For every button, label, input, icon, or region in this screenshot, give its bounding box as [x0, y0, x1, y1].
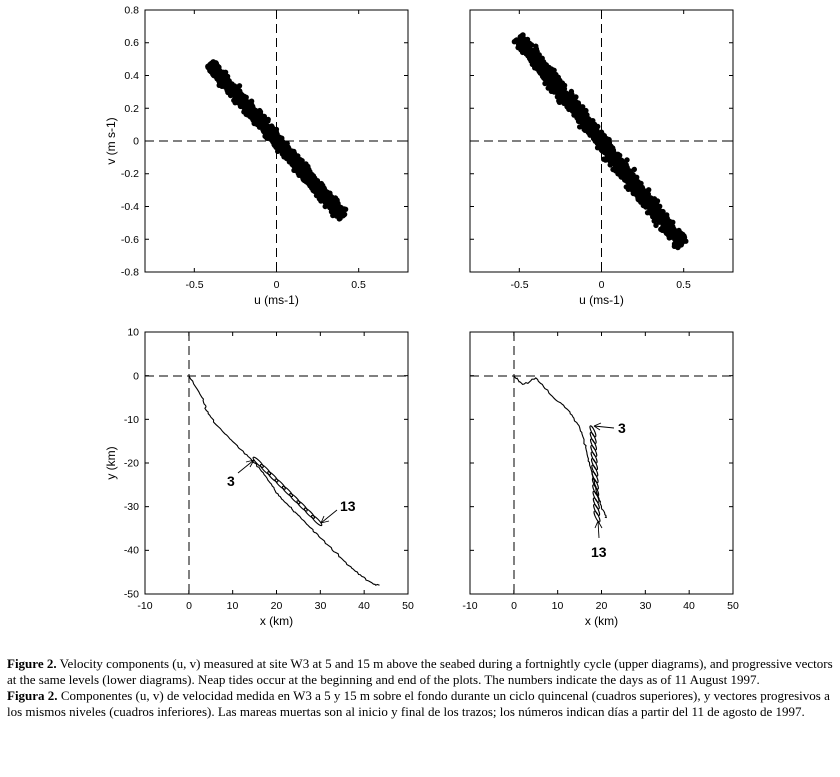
- scatter-point: [540, 74, 545, 79]
- scatter-point: [274, 127, 279, 132]
- scatter-point: [273, 143, 278, 148]
- tidal-ellipse: [289, 492, 301, 504]
- y-tick-label: -0.4: [120, 201, 139, 213]
- x-tick-label: -0.5: [185, 279, 204, 291]
- scatter-point: [534, 46, 539, 51]
- scatter-point: [613, 154, 618, 159]
- x-tick-label: 0: [511, 600, 517, 612]
- scatter-point: [222, 80, 227, 85]
- day-label-3: 3: [618, 420, 626, 436]
- scatter-point: [571, 112, 576, 117]
- scatter-point: [285, 147, 290, 152]
- scatter-point: [227, 86, 232, 91]
- scatter-point: [557, 78, 562, 83]
- scatter-point: [631, 177, 636, 182]
- scatter-point: [620, 164, 625, 169]
- caption-label-es: Figura 2.: [7, 688, 58, 703]
- x-tick-label: 50: [727, 600, 739, 612]
- scatter-point: [244, 95, 249, 100]
- x-tick-label: 0: [186, 600, 192, 612]
- scatter-point: [622, 177, 627, 182]
- scatter-point: [297, 167, 302, 172]
- y-tick-label: 0.8: [124, 4, 139, 17]
- x-tick-label: 20: [595, 600, 608, 612]
- day-label-13: 13: [591, 544, 607, 560]
- tidal-ellipse: [296, 500, 308, 512]
- tidal-ellipse: [281, 485, 293, 497]
- x-tick-label: 30: [639, 600, 652, 612]
- x-tick-label: -10: [462, 600, 478, 612]
- scatter-panel-5m: [104, 5, 408, 308]
- scatter-point: [262, 129, 267, 134]
- scatter-point: [333, 211, 338, 216]
- scatter-point: [634, 186, 639, 191]
- tidal-ellipses: [589, 425, 601, 522]
- progressive-vector-panel-5m: [104, 327, 414, 629]
- scatter-point: [604, 142, 609, 147]
- scatter-point: [213, 72, 218, 77]
- scatter-point: [586, 127, 591, 132]
- scatter-point: [227, 78, 232, 83]
- y-tick-label: -20: [123, 457, 139, 470]
- scatter-point: [672, 241, 677, 246]
- scatter-point: [668, 230, 673, 235]
- scatter-point: [536, 67, 541, 72]
- scatter-point: [523, 42, 528, 47]
- caption-text-en: Velocity components (u, v) measured at site W3 at 5 and 15 m above the seabed during a fortnightly cycle (upper diagrams), and progressive vectors at the same levels (lower diagrams). Neap tides occur at the beginning and end of the plots. The numbers indicate the days as of 11 August 1997.: [7, 656, 833, 687]
- x-tick-label: -0.5: [510, 279, 529, 291]
- scatter-point: [253, 116, 258, 121]
- scatter-point: [310, 183, 315, 188]
- x-tick-label: 0: [598, 279, 605, 291]
- y-axis-label: v (m s-1): [104, 117, 118, 165]
- scatter-point: [570, 93, 575, 98]
- scatter-point: [603, 157, 608, 162]
- y-tick-label: -0.2: [120, 168, 139, 180]
- scatter-point: [592, 122, 597, 127]
- scatter-point: [593, 127, 598, 132]
- scatter-point: [580, 104, 585, 109]
- scatter-point: [520, 35, 525, 40]
- y-axis-label: y (km): [104, 446, 118, 480]
- progressive-vector-panel-15m: [462, 332, 739, 628]
- caption-spanish: [7, 688, 835, 720]
- y-tick-label: 0.6: [124, 37, 139, 49]
- y-tick-label: 10: [127, 326, 139, 339]
- scatter-point: [576, 108, 581, 113]
- scatter-point: [665, 215, 670, 220]
- y-tick-label: 0.4: [124, 70, 139, 82]
- scatter-point: [566, 102, 571, 107]
- scatter-point: [550, 72, 555, 77]
- y-tick-label: -50: [123, 588, 139, 601]
- scatter-point: [334, 201, 339, 206]
- scatter-point: [626, 169, 631, 174]
- tidal-ellipses: [252, 456, 323, 527]
- tick-marks: [145, 332, 408, 594]
- x-tick-label: 0.5: [676, 279, 691, 291]
- scatter-point: [326, 193, 331, 198]
- scatter-point: [213, 63, 218, 68]
- tidal-ellipse: [310, 514, 322, 526]
- scatter-point: [300, 171, 305, 176]
- scatter-point: [630, 182, 635, 187]
- y-tick-label: -0.8: [120, 266, 139, 279]
- scatter-point: [249, 109, 254, 114]
- scatter-point: [531, 56, 536, 61]
- scatter-point: [249, 99, 254, 104]
- scatter-point: [546, 65, 551, 70]
- scatter-point: [585, 119, 590, 124]
- scatter-point: [599, 130, 604, 135]
- progressive-vector-track: [189, 376, 380, 586]
- scatter-point: [548, 78, 553, 83]
- y-tick-label: -0.6: [120, 234, 139, 246]
- plot-frame: [145, 332, 408, 594]
- tidal-ellipse: [303, 507, 315, 519]
- scatter-point: [639, 194, 644, 199]
- day-13-arrow: [598, 521, 599, 538]
- scatter-point: [680, 232, 685, 237]
- scatter-point: [304, 177, 309, 182]
- x-axis-label: x (km): [259, 614, 294, 628]
- scatter-point: [654, 199, 659, 204]
- scatter-points: [512, 32, 689, 250]
- y-tick-label: -10: [123, 414, 139, 426]
- caption-english: [7, 656, 835, 688]
- x-tick-label: 10: [551, 600, 564, 612]
- scatter-point: [527, 47, 532, 52]
- x-tick-label: 30: [314, 600, 327, 612]
- caption-text-es: Componentes (u, v) de velocidad medida en W3 a 5 y 15 m sobre el fondo durante un ciclo quincenal (cuadros superiores), y vectores progresivos a los mismos niveles (cuadros inferiores). Las mareas muertas son al inicio y final de los trazos; los números indican días a partir del 11 de agosto de 1997.: [7, 688, 830, 719]
- scatter-panel-15m: [470, 10, 733, 307]
- scatter-point: [624, 157, 629, 162]
- figure-caption: [7, 656, 835, 720]
- scatter-point: [512, 39, 517, 44]
- scatter-point: [646, 197, 651, 202]
- y-tick-label: 0.2: [124, 103, 139, 115]
- x-axis-label: u (ms-1): [579, 293, 624, 307]
- scatter-point: [675, 233, 680, 238]
- x-tick-label: 40: [683, 600, 695, 612]
- scatter-point: [540, 62, 545, 67]
- x-tick-label: 0: [273, 279, 280, 291]
- day-label-13: 13: [340, 498, 356, 514]
- scatter-point: [572, 99, 577, 104]
- scatter-point: [309, 172, 314, 177]
- scatter-point: [321, 185, 326, 190]
- y-tick-label: 0: [133, 135, 139, 148]
- scatter-point: [290, 161, 295, 166]
- scatter-point: [520, 50, 525, 55]
- scatter-point: [289, 156, 294, 161]
- scatter-point: [254, 109, 259, 114]
- x-axis-label: u (ms-1): [254, 293, 299, 307]
- caption-label-en: Figure 2.: [7, 656, 57, 671]
- scatter-point: [624, 184, 629, 189]
- x-tick-label: 40: [358, 600, 370, 612]
- scatter-point: [579, 118, 584, 123]
- x-tick-label: 20: [270, 600, 283, 612]
- scatter-point: [558, 92, 563, 97]
- x-tick-label: 50: [402, 600, 414, 612]
- tidal-ellipse: [274, 478, 286, 490]
- x-axis-label: x (km): [584, 614, 619, 628]
- scatter-point: [314, 189, 319, 194]
- y-tick-label: 0: [133, 370, 139, 383]
- x-tick-label: 10: [226, 600, 239, 612]
- x-tick-label: -10: [137, 600, 153, 612]
- tidal-ellipse: [259, 463, 271, 475]
- scatter-point: [337, 212, 342, 217]
- x-tick-label: 0.5: [351, 279, 366, 291]
- scatter-point: [323, 204, 328, 209]
- y-tick-label: -40: [123, 544, 139, 557]
- y-tick-label: -30: [123, 501, 139, 513]
- scatter-point: [242, 104, 247, 109]
- day-label-3: 3: [227, 473, 235, 489]
- scatter-point: [656, 214, 661, 219]
- scatter-point: [562, 95, 567, 100]
- scatter-point: [659, 220, 664, 225]
- scatter-point: [235, 89, 240, 94]
- scatter-point: [550, 87, 555, 92]
- scatter-point: [654, 205, 659, 210]
- scatter-point: [555, 85, 560, 90]
- scatter-point: [261, 122, 266, 127]
